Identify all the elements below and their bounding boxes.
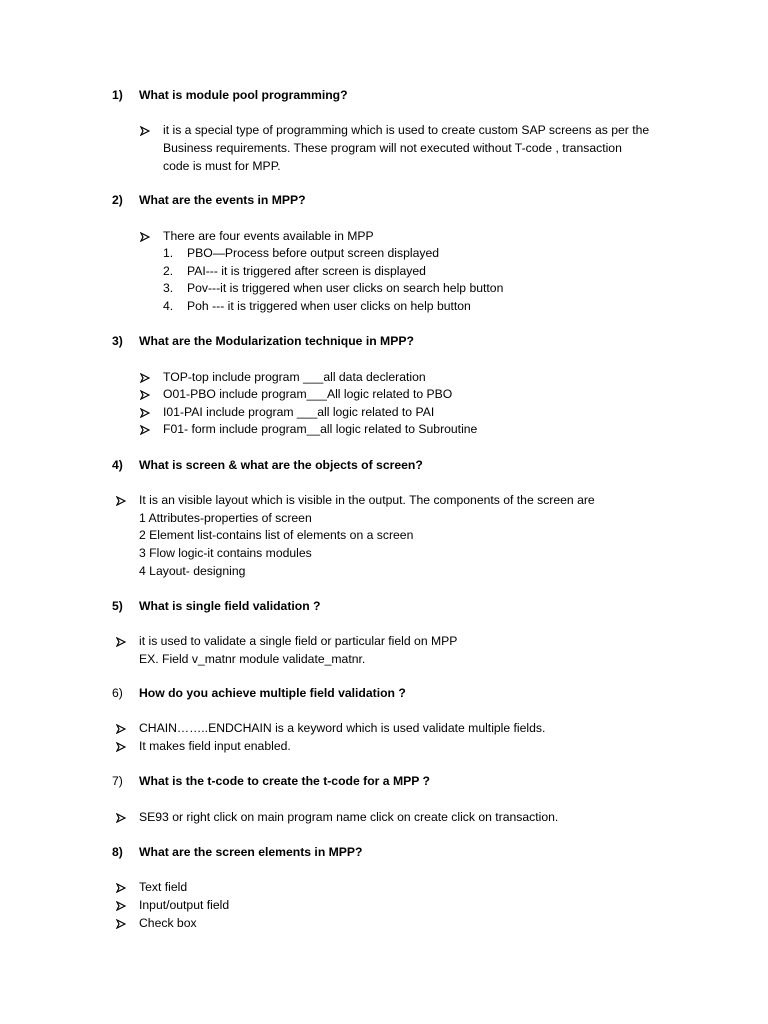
question-text: How do you achieve multiple field validation ? xyxy=(139,686,406,700)
list-item: O01-PBO include program___All logic related to PBO xyxy=(163,387,453,401)
question-text: What is single field validation ? xyxy=(139,599,321,613)
question-number: 6) xyxy=(112,686,123,700)
arrow-bullet-icon xyxy=(140,232,150,242)
list-item: 4 Layout- designing xyxy=(139,564,246,578)
answer-line: EX. Field v_matnr module validate_matnr. xyxy=(139,652,366,666)
question-text: What are the Modularization technique in MPP? xyxy=(139,334,414,348)
list-item: CHAIN……..ENDCHAIN is a keyword which is used validate multiple fields. xyxy=(139,721,546,735)
question-number: 3) xyxy=(112,334,123,348)
list-item: 3 Flow logic-it contains modules xyxy=(139,546,312,560)
list-item: I01-PAI include program ___all logic related to PAI xyxy=(163,405,435,419)
list-item: F01- form include program__all logic related to Subroutine xyxy=(163,422,478,436)
answer-line: Business requirements. These program will not executed without T-code , transaction xyxy=(163,141,622,155)
question-text: What is screen & what are the objects of screen? xyxy=(139,458,423,472)
list-item: It makes field input enabled. xyxy=(139,739,291,753)
question-text: What is the t-code to create the t-code for a MPP ? xyxy=(139,774,430,788)
list-item: 1 Attributes-properties of screen xyxy=(139,511,312,525)
answer-line: It is an visible layout which is visible in the output. The components of the screen are xyxy=(139,493,595,507)
arrow-bullet-icon xyxy=(140,126,150,136)
arrow-bullet-icon xyxy=(140,425,150,435)
arrow-bullet-icon xyxy=(116,919,126,929)
answer-line: it is used to validate a single field or particular field on MPP xyxy=(139,634,458,648)
question-3 xyxy=(112,334,414,348)
list-item: TOP-top include program ___all data decleration xyxy=(163,370,426,384)
question-number: 1) xyxy=(112,88,123,102)
events-intro: There are four events available in MPP xyxy=(163,229,374,243)
answer-line: it is a special type of programming which is used to create custom SAP screens as per the xyxy=(163,123,650,137)
question-1 xyxy=(112,88,348,102)
arrow-bullet-icon xyxy=(116,883,126,893)
arrow-bullet-icon xyxy=(116,813,126,823)
question-8 xyxy=(112,845,363,859)
arrow-bullet-icon xyxy=(116,496,126,506)
arrow-bullet-icon xyxy=(116,901,126,911)
arrow-bullet-icon xyxy=(116,742,126,752)
list-item: Input/output field xyxy=(139,898,230,912)
list-item: 2. PAI--- it is triggered after screen is displayed xyxy=(163,264,426,278)
list-item: Check box xyxy=(139,916,197,930)
question-number: 2) xyxy=(112,193,123,207)
arrow-bullet-icon xyxy=(116,724,126,734)
list-item: 3. Pov---it is triggered when user clicks on search help button xyxy=(163,281,504,295)
list-item: Text field xyxy=(139,880,188,894)
arrow-bullet-icon xyxy=(140,373,150,383)
question-text: What are the events in MPP? xyxy=(139,193,306,207)
arrow-bullet-icon xyxy=(116,637,126,647)
question-2 xyxy=(112,193,306,207)
list-item: 4. Poh --- it is triggered when user clicks on help button xyxy=(163,299,471,313)
list-item: 2 Element list-contains list of elements on a screen xyxy=(139,528,414,542)
question-number: 7) xyxy=(112,774,123,788)
question-number: 5) xyxy=(112,599,123,613)
answer-line: code is must for MPP. xyxy=(163,159,281,173)
question-text: What are the screen elements in MPP? xyxy=(139,845,363,859)
question-4 xyxy=(112,458,423,472)
question-number: 8) xyxy=(112,845,123,859)
arrow-bullet-icon xyxy=(140,408,150,418)
list-item: 1. PBO—Process before output screen displayed xyxy=(163,246,440,260)
question-number: 4) xyxy=(112,458,123,472)
question-6 xyxy=(112,686,406,700)
question-7 xyxy=(112,774,430,788)
arrow-bullet-icon xyxy=(140,390,150,400)
question-text: What is module pool programming? xyxy=(139,88,348,102)
question-5 xyxy=(112,599,320,613)
list-item: SE93 or right click on main program name click on create click on transaction. xyxy=(139,810,559,824)
